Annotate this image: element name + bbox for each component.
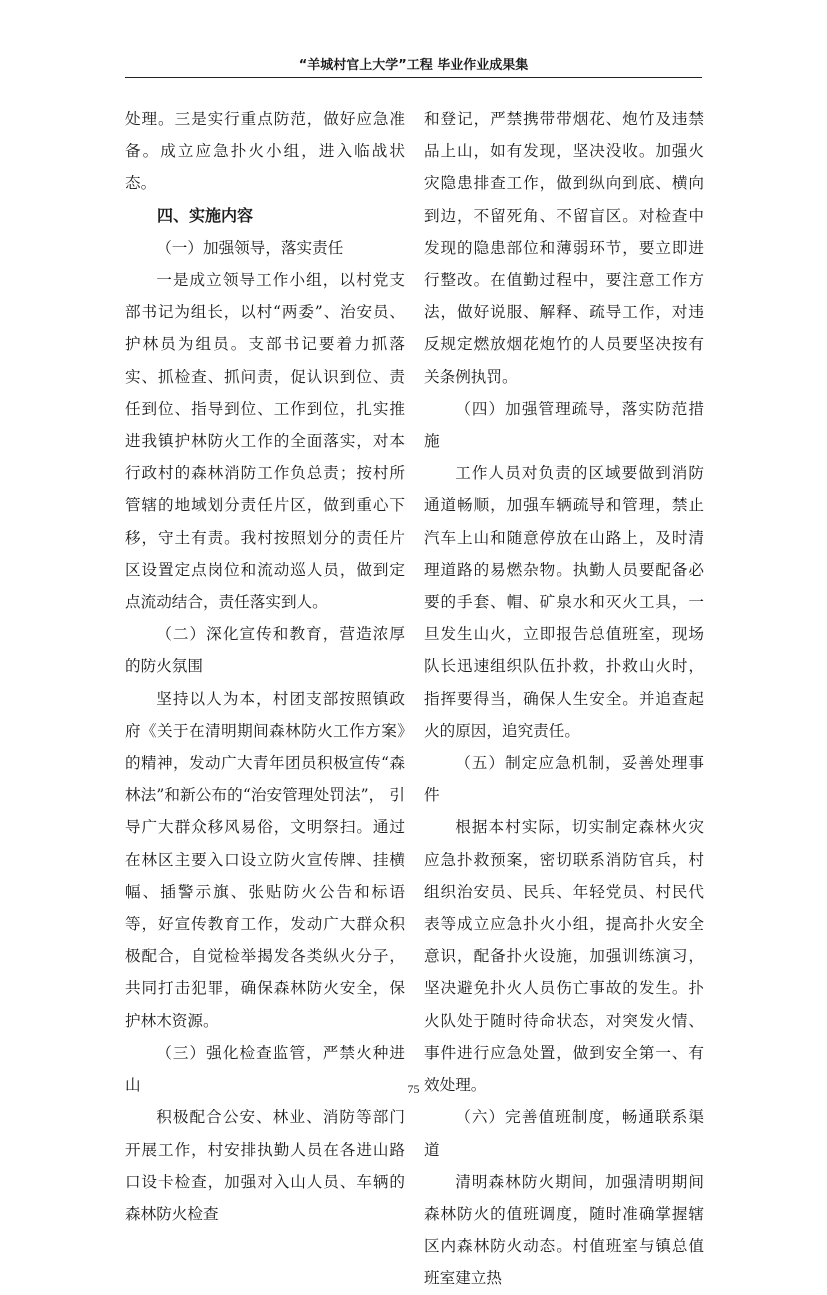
page-number: 75 bbox=[407, 1082, 420, 1096]
subheading: （四）加强管理疏导，落实防范措施 bbox=[424, 399, 704, 451]
subheading: （三）强化检查监管，严禁火种进山 bbox=[125, 1043, 405, 1095]
subheading: （五）制定应急机制，妥善处理事件 bbox=[424, 754, 704, 805]
paragraph: 积极配合公安、林业、消防等部门开展工作，村安排执勤人员在各进山路口设卡检查，加强对入山人员、车辆的森林防火检查 bbox=[125, 1108, 405, 1223]
paragraph: 清明森林防火期间，加强清明期间森林防火的值班调度，随时准确掌握辖区内森林防火动态。村值班室与镇总值班室建立热 bbox=[424, 1172, 704, 1288]
header-divider bbox=[125, 77, 702, 78]
paragraph: 处理。三是实行重点防范，做好应急准备。成立应急扑火小组，进入临战状态。 bbox=[125, 110, 405, 193]
section-heading: 四、实施内容 bbox=[157, 205, 254, 225]
subheading: （二）深化宣传和教育，营造浓厚的防火氛围 bbox=[125, 625, 405, 676]
paragraph: 坚持以人为本，村团支部按照镇政府《关于在清明期间森林防火工作方案》的精神，发动广大青年团员积极宣传“森林法”和新公布的“治安管理处罚法”， 引导广大群众移风易俗，文明祭扫。通过在林区主要入口设立防火宣传牌、挂横幅、插警示旗、张贴防火公告和标语等，好宣传教育工作，发动广大群众积极配合，自觉检举揭发各类纵火分子，共同打击犯罪，确保森林防火安全，保护林木资源。 bbox=[125, 689, 405, 1030]
left-column bbox=[125, 103, 405, 1230]
paragraph: 和登记，严禁携带带烟花、炮竹及违禁品上山，如有发现，坚决没收。加强火灾隐患排查工作，做到纵向到底、横向到边，不留死角、不留盲区。对检查中发现的隐患部位和薄弱环节，要立即进行整改。在值勤过程中，要注意工作方法，做好说服、解释、疏导工作，对违反规定燃放烟花炮竹的人员要坚决按有关条例执罚。 bbox=[424, 110, 704, 386]
paragraph: 一是成立领导工作小组，以村党支部书记为组长，以村“两委”、治安员、护林员为组员。支部书记要着力抓落实、抓检查、抓问责，促认识到位、责任到位、指导到位、工作到位，扎实推进我镇护林防火工作的全面落实，对本行政村的森林消防工作负总责；按村所管辖的地域划分责任片区，做到重心下移，守土有责。我村按照划分的责任片区设置定点岗位和流动巡人员，做到定点流动结合，责任落实到人。 bbox=[125, 271, 405, 612]
running-header: “羊城村官上大学”工程 毕业作业成果集 bbox=[298, 58, 529, 73]
subheading: （六）完善值班制度，畅通联系渠道 bbox=[424, 1108, 704, 1159]
subheading: （一）加强领导，落实责任 bbox=[156, 238, 344, 257]
paragraph: 工作人员对负责的区域要做到消防通道畅顺，加强车辆疏导和管理，禁止汽车上山和随意停放在山路上，及时清理道路的易燃杂物。执勤人员要配备必要的手套、帽、矿泉水和灭火工具，一旦发生山火，立即报告总值班室，现场队长迅速组织队伍扑救，扑救山火时，指挥要得当，确保人生安全。并追查起火的原因，追究责任。 bbox=[424, 464, 704, 740]
paragraph: 根据本村实际，切实制定森林火灾应急扑救预案，密切联系消防官兵，村组织治安员、民兵、年轻党员、村民代表等成立应急扑火小组，提高扑火安全意识，配备扑火设施，加强训练演习，坚决避免扑火人员伤亡事故的发生。扑火队处于随时待命状态，对突发火情、事件进行应急处置，做到安全第一、有效处理。 bbox=[424, 818, 704, 1095]
right-column bbox=[424, 103, 704, 1295]
